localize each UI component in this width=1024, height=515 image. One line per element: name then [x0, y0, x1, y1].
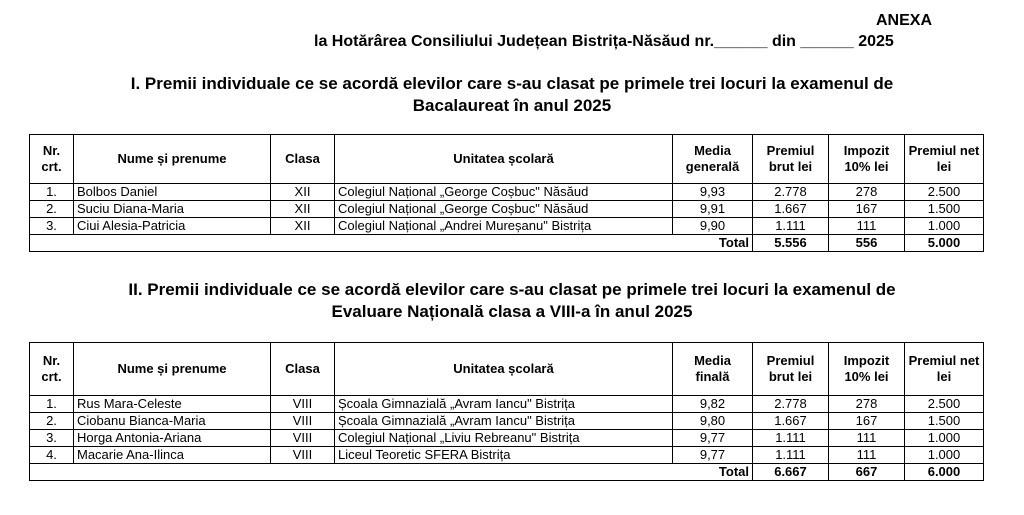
table-row	[30, 413, 984, 430]
bacalaureat-prizes-table	[29, 134, 984, 252]
header-unitatea: Unitatea școlară	[335, 343, 673, 396]
cell-nr: 1.	[30, 396, 74, 413]
cell-nr: 3.	[30, 430, 74, 447]
cell-media: 9,90	[673, 218, 753, 235]
header-net: Premiul net lei	[905, 343, 984, 396]
cell-net: 1.000	[905, 447, 984, 464]
cell-net: 2.500	[905, 396, 984, 413]
evaluare-nationala-prizes-table	[29, 342, 984, 481]
total-brut: 5.556	[753, 235, 829, 252]
annex-title: ANEXA	[876, 12, 933, 29]
cell-nume: Ciui Alesia-Patricia	[74, 218, 271, 235]
cell-net: 1.500	[905, 201, 984, 218]
cell-clasa: XII	[271, 184, 335, 201]
cell-brut: 1.667	[753, 413, 829, 430]
cell-impozit: 111	[829, 430, 905, 447]
cell-media: 9,77	[673, 430, 753, 447]
cell-brut: 1.111	[753, 218, 829, 235]
cell-clasa: VIII	[271, 430, 335, 447]
cell-nume: Rus Mara-Celeste	[74, 396, 271, 413]
table-row	[30, 184, 984, 201]
total-impozit: 667	[829, 464, 905, 481]
cell-clasa: XII	[271, 218, 335, 235]
section1-title	[28, 73, 996, 117]
table-row	[30, 201, 984, 218]
cell-impozit: 111	[829, 447, 905, 464]
total-net: 5.000	[905, 235, 984, 252]
table-row	[30, 430, 984, 447]
header-nume: Nume și prenume	[74, 343, 271, 396]
section2-title-line1: II. Premii individuale ce se acordă elevilor care s-au clasat pe primele trei locuri la examenul de	[128, 280, 896, 299]
cell-unitatea: Școala Gimnazială „Avram Iancu" Bistrița	[335, 413, 673, 430]
total-net: 6.000	[905, 464, 984, 481]
cell-nume: Horga Antonia-Ariana	[74, 430, 271, 447]
cell-nr: 1.	[30, 184, 74, 201]
section1-title-line2: Bacalaureat în anul 2025	[412, 96, 612, 115]
cell-nume: Ciobanu Bianca-Maria	[74, 413, 271, 430]
cell-impozit: 278	[829, 396, 905, 413]
header-unitatea: Unitatea școlară	[335, 135, 673, 184]
cell-nume: Macarie Ana-Ilinca	[74, 447, 271, 464]
header-media: Media generală	[673, 135, 753, 184]
cell-media: 9,77	[673, 447, 753, 464]
cell-net: 1.000	[905, 430, 984, 447]
cell-clasa: XII	[271, 201, 335, 218]
cell-net: 1.000	[905, 218, 984, 235]
cell-impozit: 278	[829, 184, 905, 201]
cell-nr: 2.	[30, 201, 74, 218]
total-label: Total	[30, 235, 753, 252]
table-row	[30, 218, 984, 235]
cell-clasa: VIII	[271, 447, 335, 464]
header-media: Media finală	[673, 343, 753, 396]
cell-nume: Suciu Diana-Maria	[74, 201, 271, 218]
header-net: Premiul net lei	[905, 135, 984, 184]
cell-media: 9,91	[673, 201, 753, 218]
section1-title-line1: I. Premii individuale ce se acordă elevilor care s-au clasat pe primele trei locuri la examenul de	[130, 74, 894, 93]
cell-unitatea: Colegiul Național „George Coșbuc" Năsăud	[335, 184, 673, 201]
header-clasa: Clasa	[271, 135, 335, 184]
total-impozit: 556	[829, 235, 905, 252]
cell-unitatea: Liceul Teoretic SFERA Bistrița	[335, 447, 673, 464]
header-nr: Nr. crt.	[30, 135, 74, 184]
section2-title	[28, 279, 996, 323]
cell-nume: Bolbos Daniel	[74, 184, 271, 201]
cell-impozit: 111	[829, 218, 905, 235]
cell-nr: 4.	[30, 447, 74, 464]
cell-clasa: VIII	[271, 413, 335, 430]
cell-unitatea: Colegiul Național „Andrei Mureșanu" Bistrița	[335, 218, 673, 235]
table-row	[30, 396, 984, 413]
total-label: Total	[30, 464, 753, 481]
cell-unitatea: Colegiul Național „Liviu Rebreanu" Bistrița	[335, 430, 673, 447]
header-nume: Nume și prenume	[74, 135, 271, 184]
cell-media: 9,93	[673, 184, 753, 201]
cell-nr: 3.	[30, 218, 74, 235]
cell-clasa: VIII	[271, 396, 335, 413]
header-impozit: Impozit 10% lei	[829, 135, 905, 184]
decision-reference: la Hotărârea Consiliului Județean Bistrița-Năsăud nr.______ din ______ 2025	[314, 33, 894, 50]
cell-impozit: 167	[829, 413, 905, 430]
header-brut: Premiul brut lei	[753, 135, 829, 184]
cell-unitatea: Colegiul Național „George Coșbuc" Năsăud	[335, 201, 673, 218]
cell-unitatea: Școala Gimnazială „Avram Iancu" Bistrița	[335, 396, 673, 413]
section2-title-line2: Evaluare Națională clasa a VIII-a în anul 2025	[331, 302, 693, 321]
header-clasa: Clasa	[271, 343, 335, 396]
cell-brut: 1.111	[753, 430, 829, 447]
cell-net: 1.500	[905, 413, 984, 430]
cell-brut: 1.111	[753, 447, 829, 464]
cell-brut: 2.778	[753, 184, 829, 201]
total-brut: 6.667	[753, 464, 829, 481]
cell-media: 9,82	[673, 396, 753, 413]
table-row	[30, 447, 984, 464]
cell-net: 2.500	[905, 184, 984, 201]
cell-brut: 2.778	[753, 396, 829, 413]
cell-brut: 1.667	[753, 201, 829, 218]
total-row	[30, 464, 984, 481]
header-impozit: Impozit 10% lei	[829, 343, 905, 396]
header-brut: Premiul brut lei	[753, 343, 829, 396]
cell-impozit: 167	[829, 201, 905, 218]
cell-media: 9,80	[673, 413, 753, 430]
header-nr: Nr. crt.	[30, 343, 74, 396]
total-row	[30, 235, 984, 252]
cell-nr: 2.	[30, 413, 74, 430]
